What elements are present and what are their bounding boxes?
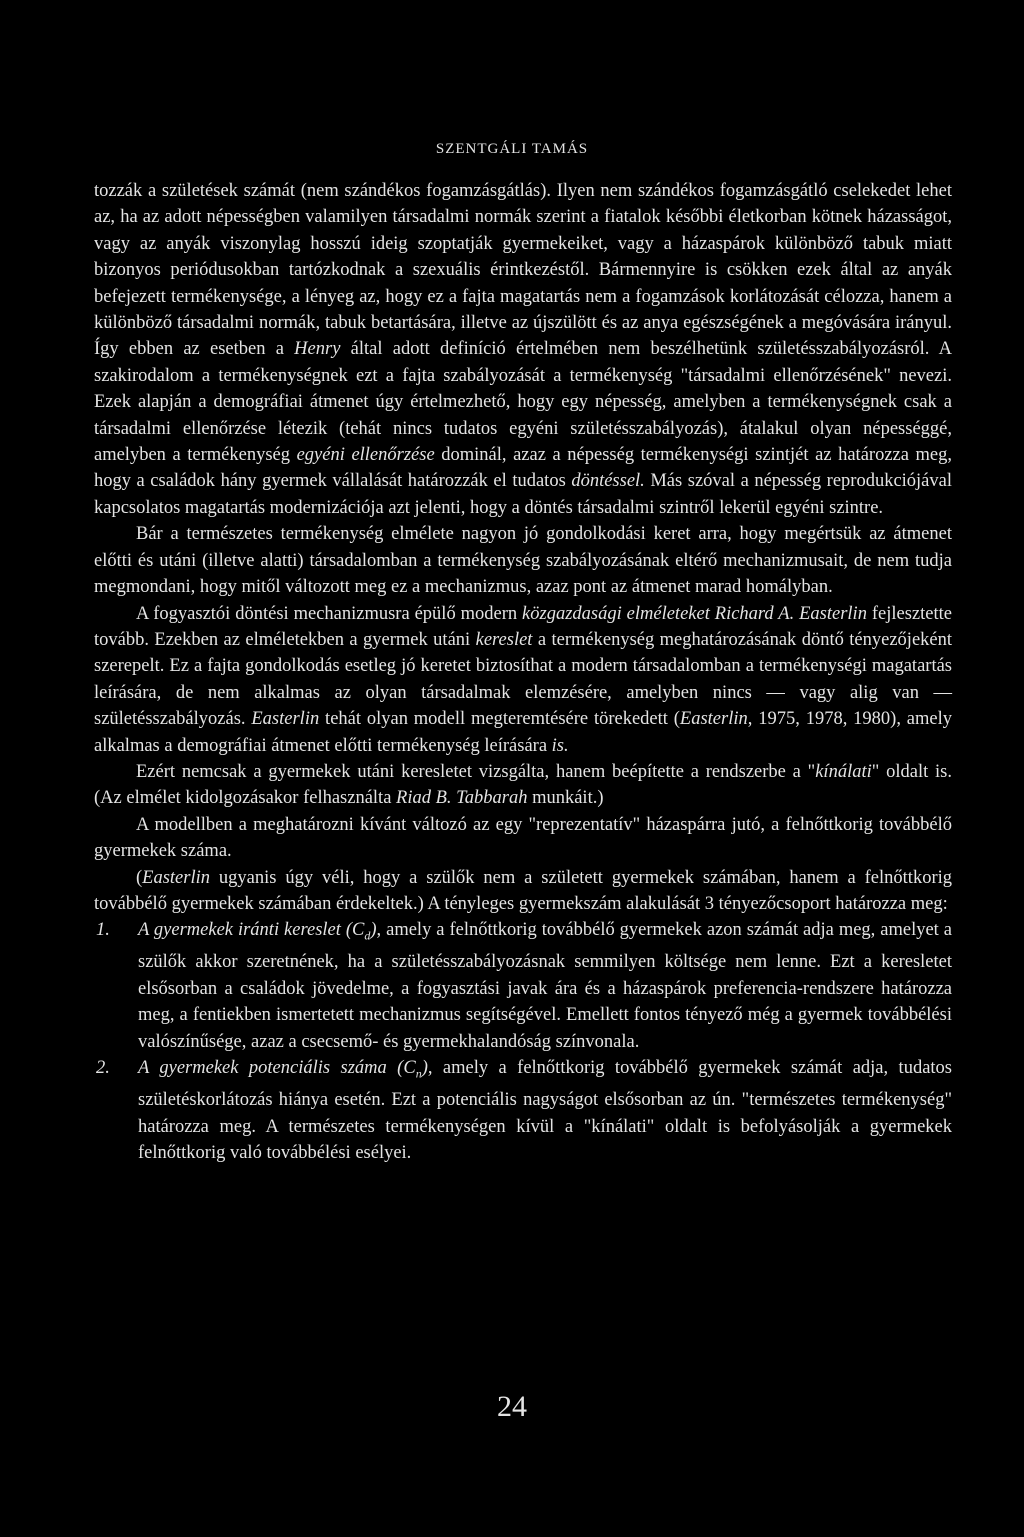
list-item-number: 2. (96, 1058, 110, 1079)
italic-text: egyéni ellenőrzése (296, 445, 435, 466)
italic-text: közgazdasági elméleteket Richard A. Easterlin (522, 603, 867, 624)
italic-text: Easterlin (251, 709, 320, 730)
italic-text: A gyermekek potenciális száma (C (138, 1058, 416, 1079)
text-segment: által adott definíció értelmében nem beszélhetünk születésszabályozásról. A szakirodalom a termékenységnek ezt a fajta szabályozását a termékenység "társadalmi ellenőrzésének" nevezi. Ezek alapján a demográfiai átmenet úgy értelmezhető, hogy egy népesség, amelyben a termékenységnek csak a társadalmi ellenőrzése létezik (tehát nincs tudatos egyéni születésszabályozás), átalakul olyan népességgé, amelyben a termékenység (94, 339, 952, 466)
page-number: 24 (497, 1390, 527, 1423)
text-segment: a termékenység meghatározásának döntő tényezőjeként szerepelt. Ez a fajta gondolkodás esetleg jó keretet biztosíthat a modern társadalomban a termékenységi magatartás leírására, de nem alkalmas az olyan társadalmak elemzésére, amelyben nincs — vagy alig van — születésszabályozás. (94, 629, 953, 730)
italic-text: kereslet (475, 629, 533, 650)
text-segment: dominál, azaz a népesség termékenységi szintjét az határozza meg, hogy a családok hány gyermek vállalását határozzák el tudatos (94, 445, 953, 492)
italic-text: döntéssel. (571, 471, 645, 492)
running-head: SZENTGÁLI TAMÁS (435, 141, 589, 157)
text-segment: , 1975, 1978, 1980), amely alkalmas a demográfiai átmenet előtti termékenység leírására (94, 709, 952, 756)
italic-text: ) (421, 1058, 428, 1079)
list-item (94, 1055, 952, 1166)
text-segment: tehát olyan modell megteremtésére törekedett ( (319, 709, 680, 730)
paragraph (94, 865, 952, 918)
italic-text: n (415, 1066, 422, 1081)
text-segment: , amely a felnőttkorig továbbélő gyermekek számát adja, tudatos születéskorlátozás hiánya esetén. Ezt a potenciális nagyságot elsősorban az ún. "természetes termékenység" határozza meg. A természetes termékenységen kívül a "kínálati" oldalt is befolyásolják a gyermekek felnőttkorig való továbbélési esélyei. (138, 1058, 953, 1163)
paragraph (94, 759, 952, 812)
italic-text: Riad B. Tabbarah (396, 788, 528, 809)
text-segment: Ezért nemcsak a gyermekek utáni keresletet vizsgálta, hanem beépítette a rendszerbe a " (136, 761, 816, 782)
text-segment: ( (136, 867, 143, 888)
paragraph (94, 521, 952, 600)
text-segment: Más szóval a népesség reprodukciójával kapcsolatos magatartás modernizációja azt jelenti, hogy a döntés társadalmi szintről lekerül egyéni szintre. (94, 471, 952, 518)
text-segment: " oldalt is. (Az elmélet kidolgozásakor felhasználta (94, 761, 952, 809)
italic-text: A gyermekek iránti kereslet (C (138, 920, 365, 941)
text-segment: A fogyasztói döntési mechanizmusra épülő modern (136, 603, 523, 624)
text-segment: munkáit.) (527, 788, 604, 809)
list-item (94, 917, 952, 1055)
italic-text: Henry (294, 339, 341, 360)
italic-text: is. (551, 735, 569, 756)
italic-text: Easterlin (142, 867, 211, 888)
italic-text: kínálati (815, 761, 872, 782)
body-text (94, 178, 952, 1166)
italic-text: Easterlin (679, 709, 748, 730)
paragraph (94, 601, 952, 759)
paragraph (94, 178, 952, 521)
text-segment: ugyanis úgy véli, hogy a szülők nem a született gyermekek számában, hanem a felnőttkorig továbbélő gyermekek számában érdekeltek.) A tényleges gyermekszám alakulását 3 tényezőcsoport határozza meg: (94, 867, 952, 914)
text-segment: Bár a természetes termékenység elmélete nagyon jó gondolkodási keret arra, hogy megértsük az átmenet előtti és utáni (illetve alatti) társadalomban a termékenység szabályozásának eltérő mechanizmusait, de nem tudja megmondani, hogy mitől változott meg ez a mechanizmus, azaz pont az átmenet marad homályban. (94, 524, 952, 598)
paragraph (94, 812, 952, 865)
text-segment: , amely a felnőttkorig továbbélő gyermekek azon számát adja meg, amelyet a szülők akkor szeretnének, ha a születésszabályozásnak semmilyen költsége nem lenne. Ezt a keresletet elsősorban a családok jövedelme, a fogyasztási javak ára és a házaspárok preferencia-rendszere határozza meg, a fentiekben ismertetett mechanizmus segítségével. Emellett fontos tényező még a gyermek továbbélési valószínűsége, azaz a csecsemő- és gyermekhalandóság színvonala. (138, 920, 952, 1052)
list-item-number: 1. (96, 920, 110, 941)
text-segment: tozzák a születések számát (nem szándékos fogamzásgátlás). Ilyen nem szándékos fogamzásgátló cselekedet lehet az, ha az adott népességben valamilyen társadalmi normák szerint a fiatalok későbbi életkorban kötnek házasságot, vagy az anyák viszonylag hosszú ideig szoptatják gyermekeiket, vagy a házaspárok különböző tabuk miatt bizonyos periódusokban tartózkodnak a szexuális érintkezéstől. Bármennyire is csökken ezek által az anyák befejezett termékenysége, a lényeg az, hogy ez a fajta magatartás nem a fogamzások korlátozását célozza, hanem a különböző társadalmi normák, tabuk betartására, illetve az újszülött és az anya egészségének a megóvására irányul. Így ebben az esetben a (94, 181, 952, 360)
text-segment: A modellben a meghatározni kívánt változó az egy "reprezentatív" házaspárra jutó, a felnőttkorig továbbélő gyermekek száma. (94, 814, 952, 862)
text-segment: fejlesztette tovább. Ezekben az elméletekben a gyermek utáni (94, 603, 952, 650)
italic-text: ) (370, 920, 377, 941)
italic-text: d (364, 929, 371, 944)
